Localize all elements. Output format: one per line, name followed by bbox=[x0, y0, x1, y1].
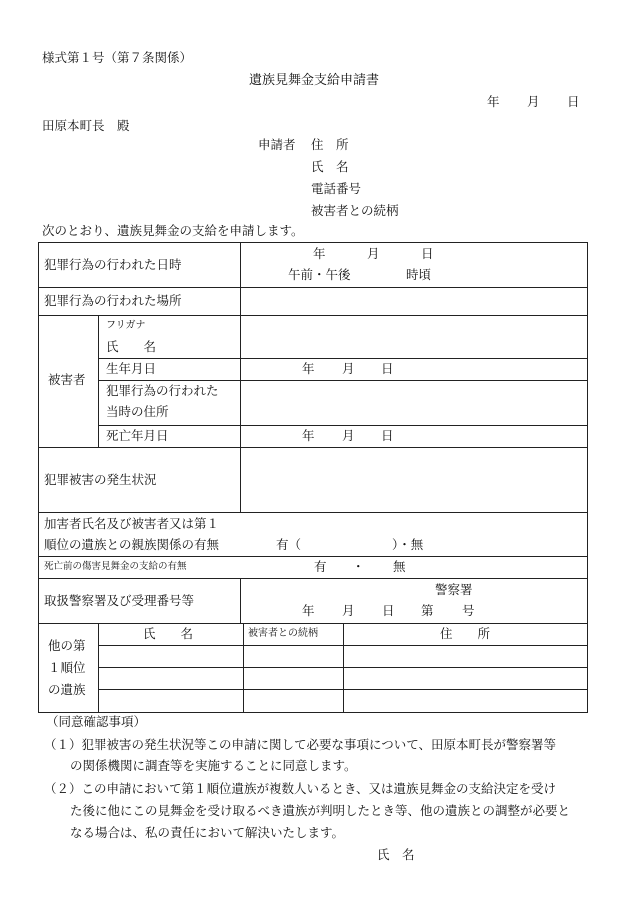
police-month: 月 bbox=[342, 603, 355, 618]
applicant-label: 申請者 bbox=[258, 137, 296, 152]
consent-heading: （同意確認事項） bbox=[46, 714, 147, 729]
consent-item2-line2: た後に他にこの見舞金を受け取るべき遺族が判明したとき等、他の遺族との調整が必要と bbox=[70, 803, 571, 818]
addressee: 田原本町長 殿 bbox=[42, 118, 130, 133]
signature-name-label: 氏 名 bbox=[377, 847, 415, 862]
page-title: 遺族見舞金支給申請書 bbox=[249, 73, 380, 88]
date-month: 月 bbox=[527, 94, 540, 109]
perpetrator-label-2: 順位の遺族との親族関係の有無 bbox=[44, 537, 220, 552]
police-dai: 第 bbox=[421, 603, 434, 618]
police-label: 取扱警察署及び受理番号等 bbox=[44, 593, 195, 608]
consent-item1-line2: の関係機関に調査等を実施することに同意します。 bbox=[70, 758, 357, 773]
applicant-phone-label: 電話番号 bbox=[311, 181, 362, 196]
other-family-col-name: 氏 名 bbox=[143, 626, 194, 641]
date-day: 日 bbox=[567, 94, 580, 109]
police-gou: 号 bbox=[462, 603, 475, 618]
applicant-name-label: 氏 名 bbox=[311, 159, 349, 174]
date-year: 年 bbox=[487, 94, 500, 109]
consent-item2-line3: なる場合は、私の責任において解決いたします。 bbox=[70, 825, 345, 840]
victim-label: 被害者 bbox=[48, 372, 86, 387]
other-family-label-1: 他の第 bbox=[48, 638, 86, 653]
crime-datetime-ampm: 午前・午後 bbox=[288, 267, 351, 282]
victim-death-date-month: 月 bbox=[342, 428, 355, 443]
form-number: 様式第１号（第７条関係） bbox=[42, 50, 193, 65]
crime-datetime-day: 日 bbox=[421, 246, 434, 261]
victim-address-label-1: 犯罪行為の行われた bbox=[106, 383, 219, 398]
perpetrator-yes: 有（ bbox=[276, 537, 302, 552]
applicant-relation-label: 被害者との続柄 bbox=[311, 203, 399, 218]
crime-datetime-time: 時頃 bbox=[406, 267, 432, 282]
injury-payment-yes: 有 bbox=[314, 559, 327, 574]
crime-datetime-month: 月 bbox=[367, 246, 380, 261]
victim-death-date-day: 日 bbox=[381, 428, 394, 443]
other-family-col-address: 住 所 bbox=[440, 626, 491, 641]
intro-text: 次のとおり、遺族見舞金の支給を申請します。 bbox=[42, 223, 304, 238]
other-family-label-2: １順位 bbox=[48, 660, 86, 675]
police-day: 日 bbox=[382, 603, 395, 618]
injury-payment-no: 無 bbox=[393, 559, 406, 574]
police-station: 警察署 bbox=[435, 582, 473, 597]
other-family-label-3: の遺族 bbox=[48, 682, 86, 697]
crime-datetime-label: 犯罪行為の行われた日時 bbox=[44, 257, 182, 272]
damage-status-label: 犯罪被害の発生状況 bbox=[44, 472, 157, 487]
perpetrator-label-1: 加害者氏名及び被害者又は第１ bbox=[44, 516, 220, 531]
applicant-address-label: 住 所 bbox=[311, 137, 349, 152]
victim-death-date-label: 死亡年月日 bbox=[106, 428, 169, 443]
injury-payment-dot: ・ bbox=[352, 559, 365, 574]
victim-furigana-label: フリガナ bbox=[106, 320, 146, 331]
other-family-col-relation: 被害者との続柄 bbox=[248, 628, 318, 639]
injury-payment-label: 死亡前の傷害見舞金の支給の有無 bbox=[44, 561, 187, 572]
victim-address-label-2: 当時の住所 bbox=[106, 404, 169, 419]
victim-name-label: 氏 名 bbox=[106, 339, 157, 354]
victim-birthdate-month: 月 bbox=[342, 361, 355, 376]
victim-birthdate-year: 年 bbox=[302, 361, 315, 376]
victim-birthdate-label: 生年月日 bbox=[106, 361, 157, 376]
victim-birthdate-day: 日 bbox=[381, 361, 394, 376]
perpetrator-close-no: ）・無 bbox=[392, 537, 424, 552]
crime-datetime-year: 年 bbox=[313, 246, 326, 261]
crime-place-label: 犯罪行為の行われた場所 bbox=[44, 293, 182, 308]
consent-item1-line1: （１）犯罪被害の発生状況等この申請に関して必要な事項について、田原本町長が警察署等 bbox=[44, 737, 557, 752]
consent-item2-line1: （２）この申請において第１順位遺族が複数人いるとき、又は遺族見舞金の支給決定を受け bbox=[44, 781, 557, 796]
police-year: 年 bbox=[302, 603, 315, 618]
victim-death-date-year: 年 bbox=[302, 428, 315, 443]
